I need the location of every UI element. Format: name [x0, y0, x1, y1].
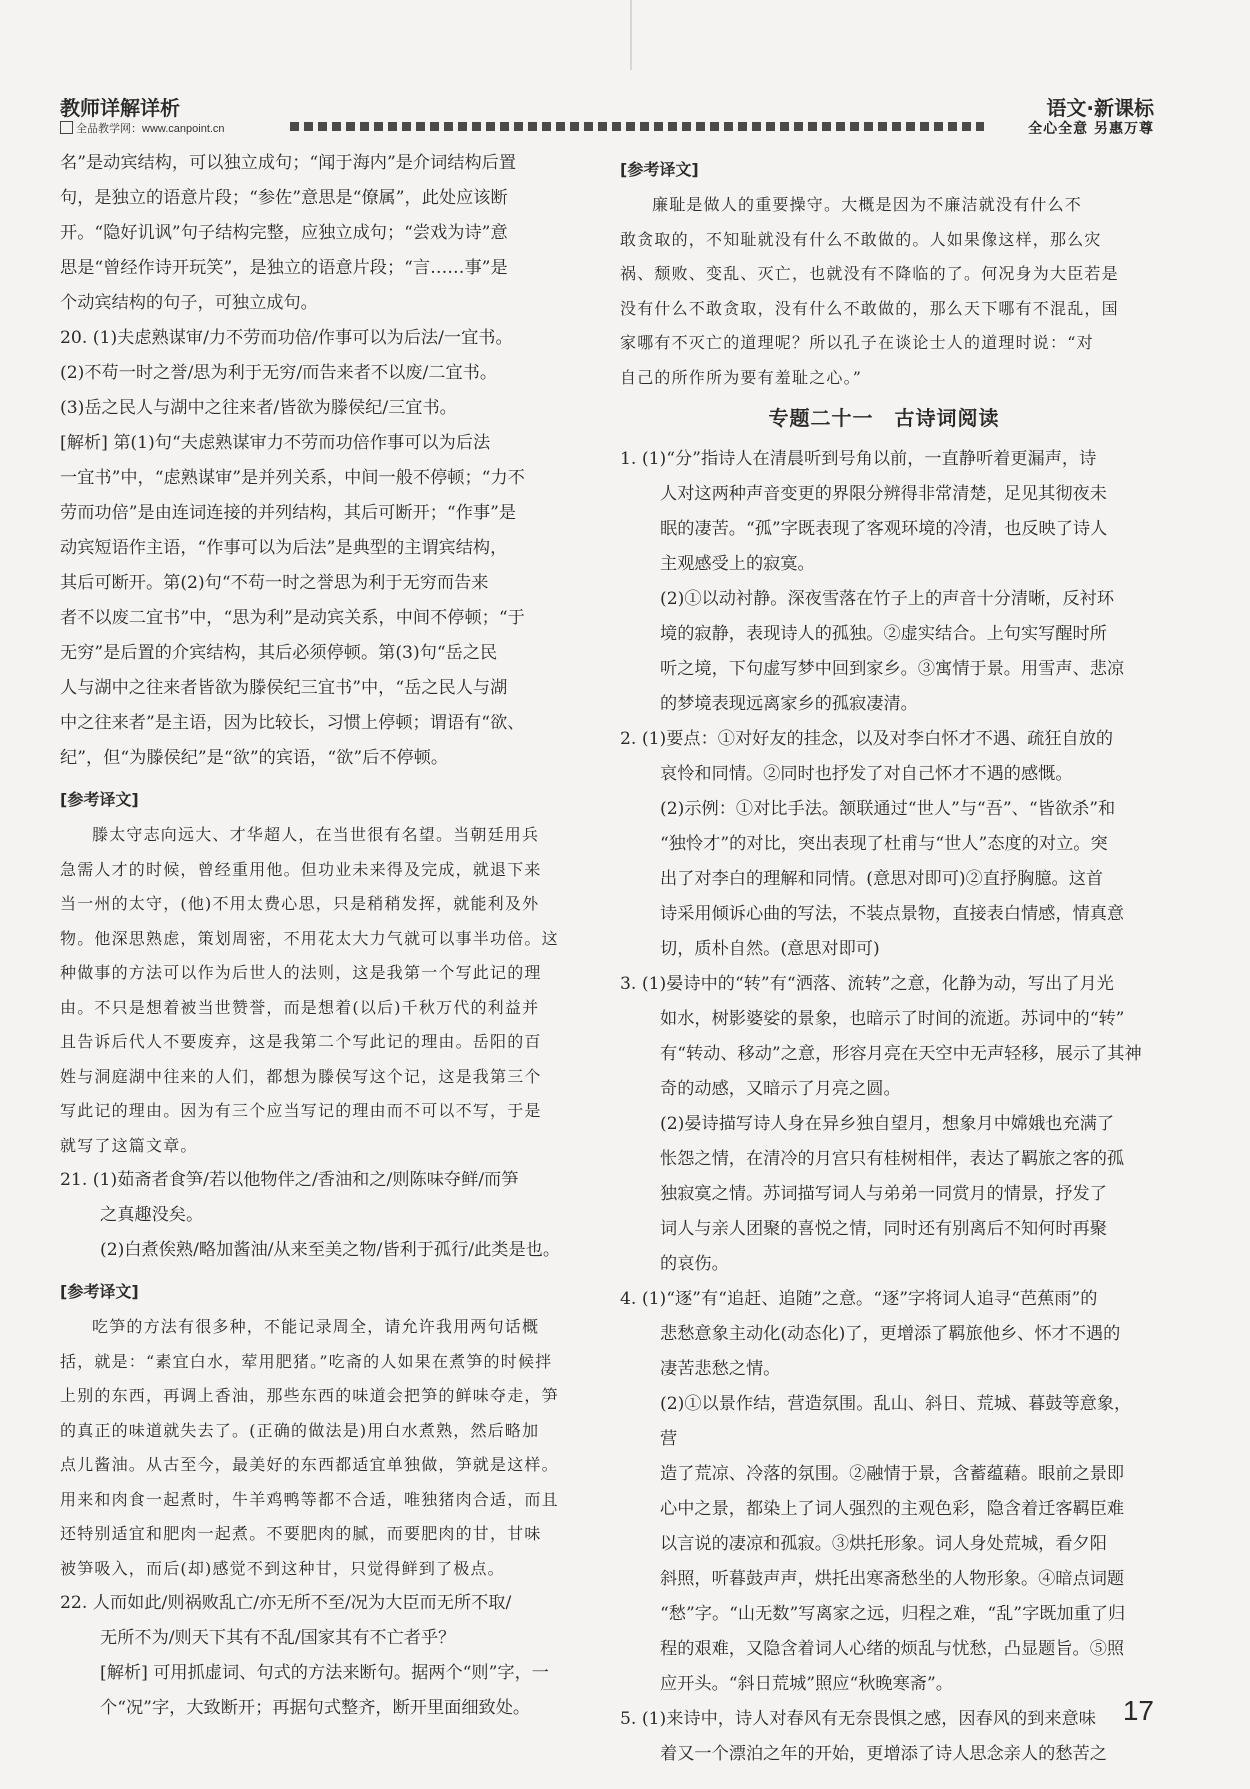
translation-line: 急需人才的时候，曾经重用他。但功业未来得及完成，就退下来: [60, 859, 542, 879]
answer-line: 思是“曾经作诗开玩笑”，是独立的语意片段；“言……事”是: [60, 258, 508, 278]
translation-line: 由。不只是想着被当世赞誉，而是想着(以后)千秋万代的利益并: [60, 997, 540, 1017]
reference-translation-label: [参考译文]: [60, 790, 139, 809]
answer-line: 心中之景，都染上了词人强烈的主观色彩，隐含着迁客羁臣难: [660, 1499, 1125, 1519]
left-column: [60, 146, 598, 1726]
header-slogan: 全心全意 另惠万尊: [1028, 121, 1154, 137]
answer-line: 3. (1)晏诗中的“转”有“洒落、流转”之意，化静为动，写出了月光: [620, 974, 1114, 994]
answer-line: 诗采用倾诉心曲的写法，不装点景物，直接表白情感，情真意: [660, 904, 1125, 924]
answer-line: 21. (1)茹斋者食笋/若以他物伴之/香油和之/则陈味夺鲜/而笋: [60, 1170, 519, 1190]
answer-line: (2)晏诗描写诗人身在异乡独自望月，想象月中嫦娥也充满了: [660, 1114, 1115, 1134]
answer-line: 着又一个漂泊之年的开始，更增添了诗人思念亲人的愁苦之: [660, 1744, 1107, 1764]
answer-line: 纪”，但“为滕侯纪”是“欲”的宾语，“欲”后不停顿。: [60, 748, 449, 768]
answer-line: 造了荒凉、冷落的氛围。②融情于景，含蓄蕴藉。眼前之景即: [660, 1464, 1125, 1484]
answer-line: 者不以废二宜书”中，“思为利”是动宾关系，中间不停顿；“于: [60, 608, 525, 628]
answer-line: 动宾短语作主语，“作事可以为后法”是典型的主谓宾结构，: [60, 538, 508, 558]
answer-line: 词人与亲人团聚的喜悦之情，同时还有别离后不知何时再聚: [660, 1219, 1107, 1239]
answer-line: [解析] 第(1)句“夫虑熟谋审力不劳而功倍作事可以为后法: [60, 433, 491, 453]
answer-line: 句，是独立的语意片段；“参佐”意思是“僚属”，此处应该断: [60, 188, 508, 208]
reference-translation-label: [参考译文]: [60, 1282, 139, 1301]
answer-line: 出了对李白的理解和同情。(意思对即可)②直抒胸臆。这首: [660, 869, 1104, 889]
answer-line: 人与湖中之往来者皆欲为滕侯纪三宜书”中，“岳之民人与湖: [60, 678, 508, 698]
header-right-title: 语文·新课标: [1046, 96, 1154, 120]
answer-line: 切，质朴自然。(意思对即可): [660, 939, 880, 959]
answer-line: 眠的凄苦。“孤”字既表现了客观环境的冷清，也反映了诗人: [660, 519, 1108, 539]
answer-line: “独怜才”的对比，突出表现了杜甫与“世人”态度的对立。突: [660, 834, 1108, 854]
answer-line: 的哀伤。: [660, 1254, 729, 1274]
translation-line: 且告诉后代人不要废弃，这是我第二个写此记的理由。岳阳的百: [60, 1032, 542, 1051]
translation-line: 家哪有不灭亡的道理呢？所以孔子在谈论士人的道理时说：“对: [620, 333, 1094, 352]
translation-line: 敢贪取的，不知耻就没有什么不敢做的。人如果像这样，那么灾: [620, 229, 1102, 249]
answer-line: (2)不苟一时之誉/思为利于无穷/而告来者不以废/二宜书。: [60, 363, 498, 383]
answer-line: [解析] 可用抓虚词、句式的方法来断句。据两个“则”字，一: [100, 1663, 549, 1683]
translation-line: 吃笋的方法有很多种，不能记录周全，请允许我用两句话概: [92, 1317, 540, 1336]
answer-line: 个“况”字，大致断开；再据句式整齐，断开里面细致处。: [100, 1698, 531, 1718]
answer-line: 无所不为/则天下其有不乱/国家其有不亡者乎？: [100, 1628, 456, 1648]
answer-line: 独寂寞之情。苏词描写词人与弟弟一同赏月的情景，抒发了: [660, 1184, 1107, 1204]
answer-line: 一宜书”中，“虑熟谋审”是并列关系，中间一般不停顿；“力不: [60, 468, 525, 488]
section-title: 专题二十一 古诗词阅读: [768, 406, 1000, 430]
translation-line: 滕太守志向远大、才华超人，在当世很有名望。当朝廷用兵: [92, 825, 540, 844]
translation-line: 写此记的理由。因为有三个应当写记的理由而不可以不写，于是: [60, 1101, 542, 1120]
answer-line: 5. (1)来诗中，诗人对春风有无奈畏惧之感，因春风的到来意味: [620, 1709, 1096, 1729]
translation-line: 就写了这篇文章。: [60, 1135, 198, 1155]
page-number: 17: [1122, 1695, 1154, 1726]
answer-line: 如水，树影婆娑的景象，也暗示了时间的流逝。苏词中的“转”: [660, 1009, 1125, 1029]
reference-translation-label: [参考译文]: [620, 160, 699, 179]
answer-line: “愁”字。“山无数”写离家之远，归程之难，“乱”字既加重了归: [660, 1604, 1126, 1624]
answer-line: 名”是动宾结构，可以独立成句；“闻于海内”是介词结构后置: [60, 153, 517, 173]
answer-line: 无穷”是后置的介宾结构，其后必须停顿。第(3)句“岳之民: [60, 643, 498, 663]
answer-line: 境的寂静，表现诗人的孤独。②虚实结合。上句实写醒时所: [660, 624, 1107, 644]
answer-line: 哀怜和同情。②同时也抒发了对自己怀才不遇的感慨。: [660, 764, 1073, 784]
translation-line: 用来和肉食一起煮时，牛羊鸡鸭等都不合适，唯独猪肉合适，而且: [60, 1489, 559, 1509]
answer-line: 1. (1)“分”指诗人在清晨听到号角以前，一直静听着更漏声，诗: [620, 449, 1097, 469]
header-site: [60, 120, 225, 136]
translation-line: 种做事的方法可以作为后世人的法则，这是我第一个写此记的理: [60, 963, 542, 982]
answer-line: 程的艰难，又隐含着词人心绪的烦乱与忧愁，凸显题旨。⑤照: [660, 1639, 1125, 1659]
translation-line: 还特别适宜和肥肉一起煮。不要肥肉的腻，而要肥肉的甘，甘味: [60, 1524, 542, 1543]
translation-line: 自己的所作所为要有羞耻之心。”: [620, 367, 863, 387]
translation-line: 祸、颓败、变乱、灭亡，也就没有不降临的了。何况身为大臣若是: [620, 264, 1119, 283]
answer-line: 之真趣没矣。: [100, 1205, 204, 1225]
answer-line: 中之往来者”是主语，因为比较长，习惯上停顿；谓语有“欲、: [60, 713, 525, 733]
answer-line: 主观感受上的寂寞。: [660, 554, 815, 574]
translation-line: 廉耻是做人的重要操守。大概是因为不廉洁就没有什么不: [652, 195, 1083, 214]
answer-line: 开。“隐好讥讽”句子结构完整，应独立成句；“尝戏为诗”意: [60, 223, 508, 243]
answer-line: (2)示例：①对比手法。颔联通过“世人”与“吾”、“皆欲杀”和: [660, 799, 1116, 819]
answer-line: (2)①以景作结，营造氛围。乱山、斜日、荒城、暮鼓等意象，营: [660, 1394, 1132, 1449]
translation-line: 上别的东西，再调上香油，那些东西的味道会把笋的鲜味夺走，笋: [60, 1386, 559, 1405]
site-logo-icon: [60, 121, 73, 134]
answer-line: (2)白煮俟熟/略加酱油/从来至美之物/皆利于孤行/此类是也。: [100, 1240, 561, 1260]
page-header: [60, 92, 1154, 142]
translation-line: 点儿酱油。从古至今，最美好的东西都适宜单独做，笋就是这样。: [60, 1455, 559, 1474]
answer-line: 听之境，下句虚写梦中回到家乡。③寓情于景。用雪声、悲凉: [660, 659, 1125, 679]
answer-line: 以言说的凄凉和孤寂。③烘托形象。词人身处荒城，看夕阳: [660, 1534, 1107, 1554]
translation-line: 姓与洞庭湖中往来的人们，都想为滕侯写这个记，这是我第三个: [60, 1066, 542, 1086]
answer-line: (2)①以动衬静。深夜雪落在竹子上的声音十分清晰，反衬环: [660, 589, 1115, 609]
translation-line: 的真正的味道就失去了。(正确的做法是)用白水煮熟，然后略加: [60, 1420, 540, 1440]
answer-line: (3)岳之民人与湖中之往来者/皆欲为滕侯纪/三宜书。: [60, 398, 457, 418]
answer-line: 22. 人而如此/则祸败乱亡/亦无所不至/况为大臣而无所不取/: [60, 1593, 512, 1613]
answer-line: 怅怨之情，在清冷的月宫只有桂树相伴，表达了羁旅之客的孤: [660, 1149, 1125, 1169]
header-left-title: 教师详解详析: [60, 96, 180, 120]
answer-line: 其后可断开。第(2)句“不苟一时之誉思为利于无穷而告来: [60, 573, 489, 593]
answer-line: 悲愁意象主动化(动态化)了，更增添了羁旅他乡、怀才不遇的: [660, 1324, 1121, 1344]
answer-line: 应开头。“斜日荒城”照应“秋晚寒斋”。: [660, 1674, 953, 1694]
translation-line: 没有什么不敢贪取，没有什么不敢做的，那么天下哪有不混乱，国: [620, 298, 1119, 318]
answer-line: 2. (1)要点：①对好友的挂念，以及对李白怀才不遇、疏狂自放的: [620, 729, 1114, 749]
header-stripe-divider: [290, 122, 984, 131]
page-fold-shadow: [630, 0, 632, 70]
translation-line: 物。他深思熟虑，策划周密，不用花太大力气就可以事半功倍。这: [60, 928, 559, 948]
translation-line: 括，就是：“素宜白水，荤用肥猪。”吃斋的人如果在煮笋的时候拌: [60, 1351, 553, 1371]
header-site-text: 全品教学网：www.canpoint.cn: [76, 123, 225, 135]
answer-line: 4. (1)“逐”有“追赶、追随”之意。“逐”字将词人追寻“芭蕉雨”的: [620, 1289, 1098, 1309]
answer-line: 奇的动感，又暗示了月亮之圆。: [660, 1079, 901, 1099]
translation-line: 当一州的太守，(他)不用太费心思，只是稍稍发挥，就能利及外: [60, 894, 540, 913]
answer-line: 凄苦悲愁之情。: [660, 1359, 781, 1379]
translation-line: 被笋吸入，而后(却)感觉不到这种甘，只觉得鲜到了极点。: [60, 1558, 505, 1578]
answer-line: 劳而功倍”是由连词连接的并列结构，其后可断开；“作事”是: [60, 503, 517, 523]
answer-line: 人对这两种声音变更的界限分辨得非常清楚，足见其彻夜未: [660, 484, 1107, 504]
answer-line: 20. (1)夫虑熟谋审/力不劳而功倍/作事可以为后法/一宜书。: [60, 328, 513, 348]
answer-line: 的梦境表现远离家乡的孤寂凄清。: [660, 694, 918, 714]
answer-line: 斜照，听暮鼓声声，烘托出寒斋愁坐的人物形象。④暗点词题: [660, 1569, 1125, 1589]
answer-line: 有“转动、移动”之意，形容月亮在天空中无声轻移，展示了其神: [660, 1044, 1142, 1064]
answer-line: 个动宾结构的句子，可独立成句。: [60, 293, 318, 313]
right-column: [620, 146, 1148, 1772]
